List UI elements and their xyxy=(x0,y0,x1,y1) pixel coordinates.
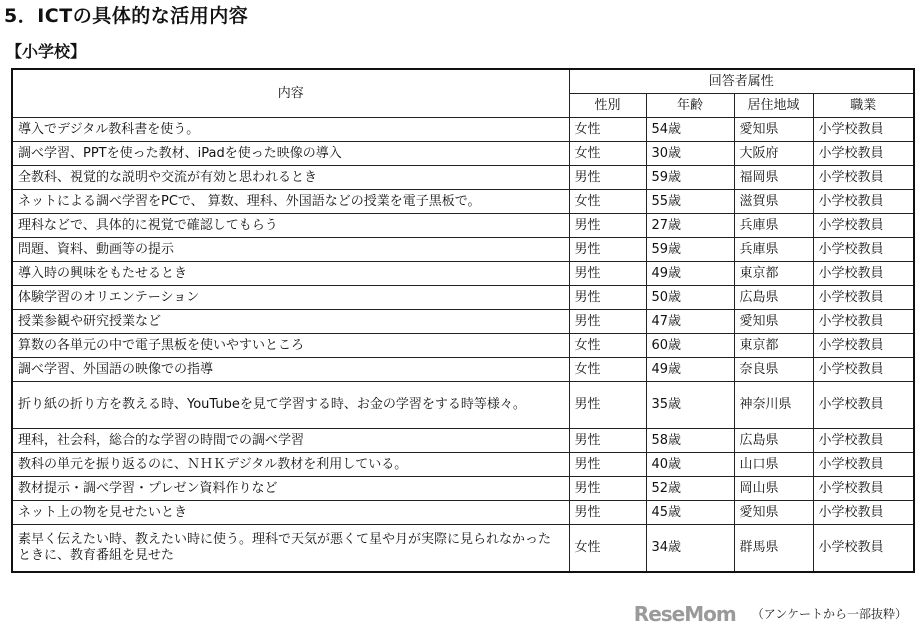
cell-content: 導入時の興味をもたせるとき xyxy=(12,262,569,286)
cell-content: 教科の単元を振り返るのに、ＮＨＫデジタル教材を利用している。 xyxy=(12,453,569,477)
table-row xyxy=(12,214,914,238)
cell-region: 広島県 xyxy=(734,429,813,453)
cell-gender: 男性 xyxy=(569,501,646,525)
cell-age: 35歳 xyxy=(646,382,734,429)
cell-job: 小学校教員 xyxy=(813,525,914,573)
table-row xyxy=(12,310,914,334)
cell-content: 折り紙の折り方を教える時、YouTubeを見て学習する時、お金の学習をする時等様々。 xyxy=(12,382,569,429)
cell-content: 授業参観や研究授業など xyxy=(12,310,569,334)
table-row xyxy=(12,238,914,262)
footnote: （アンケートから一部抜粋） xyxy=(751,607,907,621)
cell-content: 問題、資料、動画等の提示 xyxy=(12,238,569,262)
cell-job: 小学校教員 xyxy=(813,238,914,262)
cell-job: 小学校教員 xyxy=(813,310,914,334)
cell-content: 体験学習のオリエンテーション xyxy=(12,286,569,310)
section-title: 【小学校】 xyxy=(6,42,87,61)
cell-gender: 男性 xyxy=(569,262,646,286)
cell-job: 小学校教員 xyxy=(813,262,914,286)
cell-content: ネット上の物を見せたいとき xyxy=(12,501,569,525)
cell-job: 小学校教員 xyxy=(813,477,914,501)
cell-region: 群馬県 xyxy=(734,525,813,573)
table-row xyxy=(12,358,914,382)
cell-gender: 女性 xyxy=(569,118,646,142)
cell-gender: 男性 xyxy=(569,310,646,334)
cell-age: 49歳 xyxy=(646,358,734,382)
cell-age: 58歳 xyxy=(646,429,734,453)
survey-table xyxy=(11,68,915,573)
resemom-logo: ReseMom xyxy=(633,602,736,626)
cell-gender: 男性 xyxy=(569,382,646,429)
header-gender: 性別 xyxy=(569,94,646,118)
cell-age: 30歳 xyxy=(646,142,734,166)
cell-gender: 女性 xyxy=(569,142,646,166)
table-row xyxy=(12,190,914,214)
cell-gender: 男性 xyxy=(569,214,646,238)
cell-age: 59歳 xyxy=(646,166,734,190)
cell-job: 小学校教員 xyxy=(813,286,914,310)
cell-job: 小学校教員 xyxy=(813,382,914,429)
table-row xyxy=(12,453,914,477)
footer xyxy=(634,603,907,625)
cell-age: 55歳 xyxy=(646,190,734,214)
cell-job: 小学校教員 xyxy=(813,142,914,166)
cell-job: 小学校教員 xyxy=(813,429,914,453)
cell-gender: 男性 xyxy=(569,286,646,310)
cell-age: 50歳 xyxy=(646,286,734,310)
cell-gender: 女性 xyxy=(569,358,646,382)
cell-content: 導入でデジタル教科書を使う。 xyxy=(12,118,569,142)
cell-region: 山口県 xyxy=(734,453,813,477)
cell-region: 滋賀県 xyxy=(734,190,813,214)
cell-gender: 男性 xyxy=(569,477,646,501)
cell-region: 東京都 xyxy=(734,334,813,358)
cell-region: 東京都 xyxy=(734,262,813,286)
header-job: 職業 xyxy=(813,94,914,118)
cell-job: 小学校教員 xyxy=(813,358,914,382)
table-row xyxy=(12,525,914,573)
cell-content: 素早く伝えたい時、教えたい時に使う。理科で天気が悪くて星や月が実際に見られなかったときに、教育番組を見せた xyxy=(12,525,569,573)
cell-gender: 女性 xyxy=(569,525,646,573)
cell-age: 59歳 xyxy=(646,238,734,262)
table-row xyxy=(12,118,914,142)
header-group: 回答者属性 xyxy=(569,69,914,94)
cell-region: 福岡県 xyxy=(734,166,813,190)
cell-region: 兵庫県 xyxy=(734,238,813,262)
cell-job: 小学校教員 xyxy=(813,118,914,142)
cell-region: 広島県 xyxy=(734,286,813,310)
table-row xyxy=(12,477,914,501)
table-row xyxy=(12,142,914,166)
cell-content: 理科，社会科，総合的な学習の時間での調べ学習 xyxy=(12,429,569,453)
cell-age: 54歳 xyxy=(646,118,734,142)
cell-content: 調べ学習、外国語の映像での指導 xyxy=(12,358,569,382)
cell-gender: 男性 xyxy=(569,429,646,453)
cell-job: 小学校教員 xyxy=(813,190,914,214)
cell-age: 60歳 xyxy=(646,334,734,358)
cell-job: 小学校教員 xyxy=(813,501,914,525)
table-row xyxy=(12,334,914,358)
cell-gender: 女性 xyxy=(569,190,646,214)
table-row xyxy=(12,501,914,525)
cell-content: 教材提示・調べ学習・プレゼン資料作りなど xyxy=(12,477,569,501)
cell-job: 小学校教員 xyxy=(813,166,914,190)
cell-region: 愛知県 xyxy=(734,310,813,334)
table-row xyxy=(12,429,914,453)
cell-age: 47歳 xyxy=(646,310,734,334)
cell-job: 小学校教員 xyxy=(813,453,914,477)
table-row xyxy=(12,262,914,286)
cell-age: 49歳 xyxy=(646,262,734,286)
header-age: 年齢 xyxy=(646,94,734,118)
cell-age: 34歳 xyxy=(646,525,734,573)
cell-content: 調べ学習、PPTを使った教材、iPadを使った映像の導入 xyxy=(12,142,569,166)
cell-region: 愛知県 xyxy=(734,501,813,525)
page-title: 5．ICTの具体的な活用内容 xyxy=(4,5,249,27)
cell-gender: 男性 xyxy=(569,453,646,477)
cell-age: 45歳 xyxy=(646,501,734,525)
cell-region: 奈良県 xyxy=(734,358,813,382)
cell-age: 40歳 xyxy=(646,453,734,477)
header-content: 内容 xyxy=(12,69,569,118)
cell-content: 全教科、視覚的な説明や交流が有効と思われるとき xyxy=(12,166,569,190)
cell-region: 兵庫県 xyxy=(734,214,813,238)
cell-job: 小学校教員 xyxy=(813,214,914,238)
cell-job: 小学校教員 xyxy=(813,334,914,358)
cell-region: 大阪府 xyxy=(734,142,813,166)
cell-age: 27歳 xyxy=(646,214,734,238)
cell-region: 神奈川県 xyxy=(734,382,813,429)
cell-region: 岡山県 xyxy=(734,477,813,501)
cell-content: 算数の各単元の中で電子黒板を使いやすいところ xyxy=(12,334,569,358)
table-row xyxy=(12,382,914,429)
cell-gender: 男性 xyxy=(569,238,646,262)
table-row xyxy=(12,166,914,190)
cell-gender: 男性 xyxy=(569,166,646,190)
cell-age: 52歳 xyxy=(646,477,734,501)
cell-content: 理科などで、具体的に視覚で確認してもらう xyxy=(12,214,569,238)
cell-content: ネットによる調べ学習をPCで、 算数、理科、外国語などの授業を電子黒板で。 xyxy=(12,190,569,214)
table-row xyxy=(12,286,914,310)
cell-gender: 女性 xyxy=(569,334,646,358)
cell-region: 愛知県 xyxy=(734,118,813,142)
header-region: 居住地域 xyxy=(734,94,813,118)
